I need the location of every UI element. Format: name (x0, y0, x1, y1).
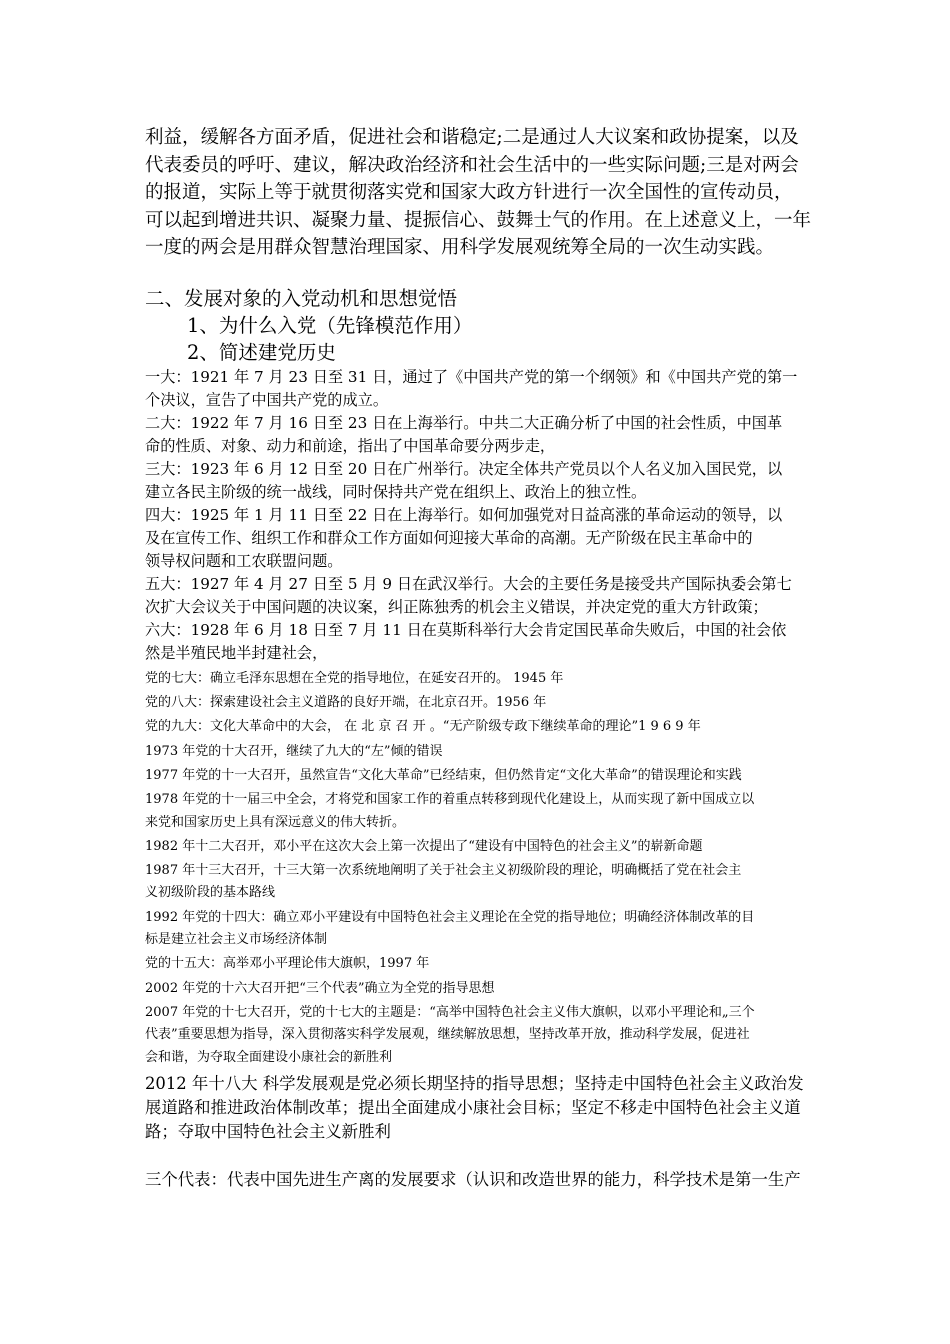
spacer (145, 1144, 813, 1168)
text-line: 会和谐，为夺取全面建设小康社会的新胜利 (145, 1050, 393, 1065)
document-body (145, 124, 813, 1191)
text-line: 利益，缓解各方面矛盾，促进社会和谐稳定;二是通过人大议案和政协提案，以及 (145, 127, 799, 148)
text-line: 代表委员的呼吁、建议，解决政治经济和社会生活中的一些实际问题;三是对两会 (145, 154, 799, 176)
text-line: 三大：1923 年 6 月 12 日至 20 日在广州举行。决定全体共产党员以个人名义加入国民党，以 (145, 459, 783, 478)
text-line: 1978 年党的十一届三中全会，才将党和国家工作的着重点转移到现代化建设上，从而实现了新中国成立以 (145, 791, 755, 807)
sub-heading-why-join: 1、为什么入党（先锋模范作用） (187, 313, 473, 337)
text-line: 一大：1921 年 7 月 23 日至 31 日，通过了《中国共产党的第一个纲领》和《中国共产党的第一 (145, 367, 798, 386)
later-congress-list (145, 669, 813, 1068)
spacer (145, 262, 813, 285)
text-line: 1987 年十三大召开，十三大第一次系统地阐明了关于社会主义初级阶段的理论，明确概括了党在社会主 (145, 862, 742, 878)
text-line: 然是半殖民地半封建社会， (145, 643, 328, 662)
text-line: 及在宣传工作、组织工作和群众工作方面如何迎接大革命的高潮。无产阶级在民主革命中的 (145, 528, 753, 547)
text-line: 代表”重要思想为指导，深入贯彻落实科学发展观，继续解放思想，坚持改革开放，推动科学发展，促进社 (145, 1027, 750, 1043)
text-line: 的报道，实际上等于就贯彻落实党和国家大政方针进行一次全国性的宣传动员， (145, 182, 793, 204)
text-line: 可以起到增进共识、凝聚力量、提振信心、鼓舞士气的作用。在上述意义上，一年 (145, 209, 812, 231)
sub-heading-party-history: 2、简述建党历史 (187, 340, 336, 364)
text-line: 次扩大会议关于中国问题的决议案，纠正陈独秀的机会主义错误，并决定党的重大方针政策； (145, 597, 768, 616)
text-line: 1992 年党的十四大：确立邓小平建设有中国特色社会主义理论在全党的指导地位；明确经济体制改革的目 (145, 909, 755, 925)
text-line: 来党和国家历史上具有深远意义的伟大转折。 (145, 814, 406, 830)
text-line: 2002 年党的十六大召开把“三个代表”确立为全党的指导思想 (145, 980, 495, 996)
section-heading: 二、发展对象的入党动机和思想觉悟 (145, 286, 458, 310)
text-line: 四大：1925 年 1 月 11 日至 22 日在上海举行。如何加强党对日益高涨的革命运动的领导，以 (145, 505, 783, 524)
text-line: 党的九大：文化大革命中的大会， 在 北 京 召 开 。“无产阶级专政下继续革命的理论”1 9 6 9 年 (145, 719, 701, 735)
text-line: 路；夺取中国特色社会主义新胜利 (145, 1121, 391, 1141)
three-represents-line: 三个代表：代表中国先进生产离的发展要求（认识和改造世界的能力，科学技术是第一生产 (145, 1169, 801, 1189)
text-line: 五大：1927 年 4 月 27 日至 5 月 9 日在武汉举行。大会的主要任务是接受共产国际执委会第七 (145, 574, 792, 593)
text-line: 1973 年党的十大召开，继续了九大的“左”倾的错误 (145, 743, 443, 759)
text-line: 二大：1922 年 7 月 16 日至 23 日在上海举行。中共二大正确分析了中国的社会性质，中国革 (145, 413, 783, 432)
text-line: 党的七大：确立毛泽东思想在全党的指导地位，在延安召开的。 1945 年 (145, 670, 564, 686)
text-line: 命的性质、对象、动力和前途，指出了中国革命要分两步走， (145, 436, 556, 455)
text-line: 2007 年党的十七大召开，党的十七大的主题是：“高举中国特色社会主义伟大旗帜，以邓小平理论和„三个 (145, 1004, 755, 1020)
text-line: 一度的两会是用群众智慧治理国家、用科学发展观统筹全局的一次生动实践。 (145, 237, 775, 259)
text-line: 1982 年十二大召开，邓小平在这次大会上第一次提出了“建设有中国特色的社会主义”的崭新命题 (145, 838, 703, 854)
text-line: 1977 年党的十一大召开，虽然宣告“文化大革命”已经结束，但仍然肯定“文化大革命”的错误理论和实践 (145, 767, 742, 783)
eighteenth-congress-paragraph (145, 1072, 813, 1143)
text-line: 六大：1928 年 6 月 18 日至 7 月 11 日在莫斯科举行大会肯定国民革命失败后，中国的社会依 (145, 620, 787, 639)
text-line: 个决议，宣告了中国共产党的成立。 (145, 390, 388, 409)
text-line: 展道路和推进政治体制改革；提出全面建成小康社会目标；坚定不移走中国特色社会主义道 (145, 1097, 801, 1117)
early-congress-list (145, 366, 813, 665)
text-line: 党的八大：探索建设社会主义道路的良好开端，在北京召开。1956 年 (145, 695, 547, 711)
text-line: 2012 年十八大 科学发展观是党必须长期坚持的指导思想；坚持走中国特色社会主义政治发 (145, 1074, 804, 1094)
text-line: 领导权问题和工农联盟问题。 (145, 551, 343, 570)
text-line: 标是建立社会主义市场经济体制 (145, 932, 328, 948)
text-line: 义初级阶段的基本路线 (145, 885, 276, 901)
intro-paragraph (145, 124, 813, 262)
text-line: 建立各民主阶级的统一战线，同时保持共产党在组织上、政治上的独立性。 (145, 482, 647, 501)
text-line: 党的十五大：高举邓小平理论伟大旗帜，1997 年 (145, 956, 430, 972)
